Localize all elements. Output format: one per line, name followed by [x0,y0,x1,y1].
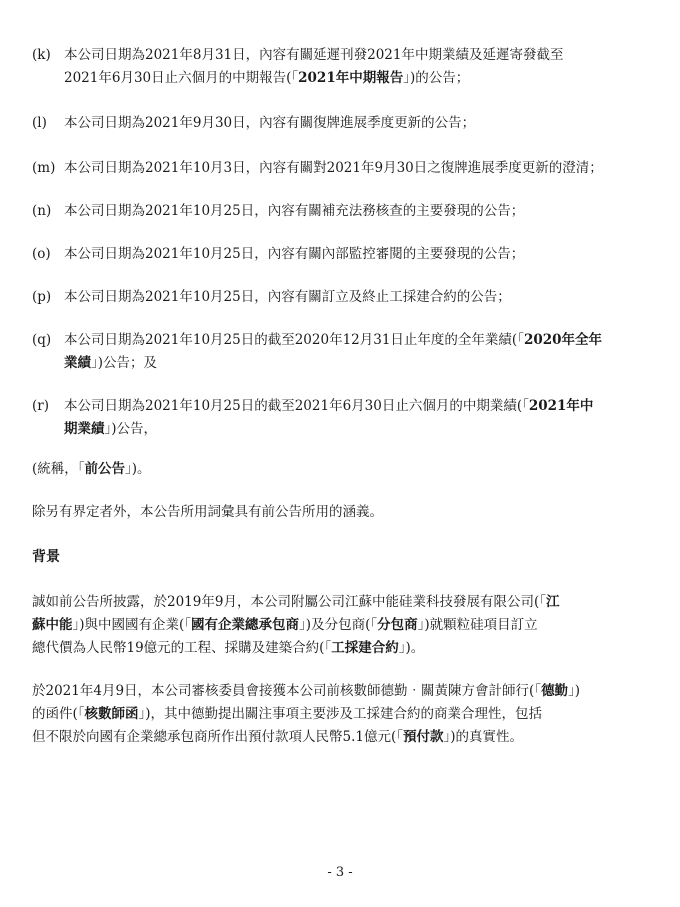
background-paragraph-1 [32,591,652,660]
item-text [64,329,652,375]
text-line: 本公司日期為2021年10月25日，內容有關訂立及終止工採建合約的公告； [64,289,511,305]
text-line: 總代價為人民幣19億元的工程、採購及建築合約(「工採建合約」)。 [32,640,425,656]
background-paragraph-2 [32,680,652,749]
defined-term: 核數師函 [84,706,139,722]
list-item-r [32,395,652,441]
defined-term: 前公告 [84,461,126,477]
definitions-note: 除另有界定者外，本公告所用詞彙具有前公告所用的涵義。 [32,504,383,520]
list-item-l [32,112,652,135]
collective-note: (統稱，「前公告」)。 [32,461,151,477]
page-number: - 3 - [327,865,353,880]
text-line: 本公司日期為2021年10月25日的截至2021年6月30日止六個月的中期業績(「2021年中 [64,398,594,414]
list-item-o [32,243,652,266]
item-label: (m) [32,160,56,176]
item-label: (l) [32,115,47,131]
list-item-m [32,157,652,180]
defined-term: 國有企業總承包商 [191,617,300,633]
defined-term: 2021年中 [528,398,594,414]
list-item-k [32,44,652,90]
text-line: 但不限於向國有企業總承包商所作出預付款項人民幣5.1億元(「預付款」)的真實性。 [32,729,524,745]
text-line: 於2021年4月9日，本公司審核委員會接獲本公司前核數師德勤‧關黃陳方會計師行(「德勤」) [32,683,581,699]
list-item-p [32,286,652,309]
item-text [64,286,652,309]
text-line: 2021年6月30日止六個月的中期報告(「2021年中期報告」)的公告； [64,70,470,86]
item-text [64,200,652,223]
item-label: (o) [32,246,51,262]
item-label: (q) [32,332,52,348]
section-heading: 背景 [32,549,60,565]
list-item-q [32,329,652,375]
defined-term: 期業績 [64,421,105,437]
list-item-n [32,200,652,223]
defined-term: 分包商 [377,617,418,633]
defined-term: 德勤 [541,683,569,699]
item-label: (k) [32,47,51,63]
item-text [64,243,652,266]
item-label: (n) [32,203,52,219]
text-line: 本公司日期為2021年8月31日，內容有關延遲刊發2021年中期業績及延遲寄發截至 [64,47,564,63]
text-line: 期業績」)公告， [64,421,158,437]
text-line: 業績」)公告；及 [64,355,158,371]
item-text [64,157,652,180]
defined-term: 預付款 [403,729,444,745]
text-line: 本公司日期為2021年10月25日的截至2020年12月31日止年度的全年業績(「2020年全年 [64,332,603,348]
text-line: 本公司日期為2021年9月30日，內容有關復牌進展季度更新的公告； [64,115,476,131]
item-text [64,395,652,441]
defined-term: 工採建合約 [331,640,399,656]
defined-term: 2021年中期報告 [298,70,404,86]
text-line: 本公司日期為2021年10月25日，內容有關補充法務核查的主要發現的公告； [64,203,525,219]
text-line: 本公司日期為2021年10月25日，內容有關內部監控審閱的主要發現的公告； [64,246,525,262]
item-text [64,44,652,90]
defined-term: 業績 [64,355,91,371]
text-line: 本公司日期為2021年10月3日，內容有關對2021年9月30日之復牌進展季度更新的澄清； [64,160,603,176]
text-line: 的函件(「核數師函」)，其中德勤提出關注事項主要涉及工採建合約的商業合理性，包括 [32,706,543,722]
item-label: (p) [32,289,52,305]
item-label: (r) [32,398,49,414]
defined-term: 江 [545,594,560,610]
text-line: 蘇中能」)與中國國有企業(「國有企業總承包商」)及分包商(「分包商」)就顆粒硅項目訂立 [32,617,538,633]
defined-term: 蘇中能 [32,617,73,633]
text-line: 誠如前公告所披露，於2019年9月，本公司附屬公司江蘇中能硅業科技發展有限公司(「江 [32,594,560,610]
defined-term: 2020年全年 [523,332,603,348]
item-text [64,112,652,135]
